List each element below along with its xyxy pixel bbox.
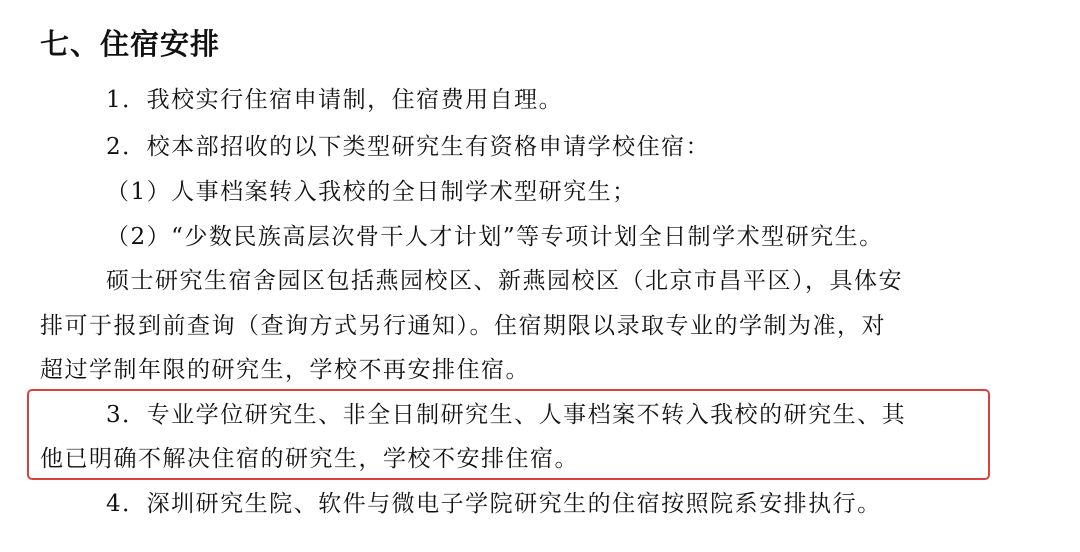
paragraph-line: 4．深圳研究生院、软件与微电子学院研究生的住宿按照院系安排执行。 — [106, 491, 882, 517]
highlighted-paragraph-line: 他已明确不解决住宿的研究生，学校不安排住宿。 — [40, 446, 579, 472]
paragraph-line: （2）“少数民族高层次骨干人才计划”等专项计划全日制学术型研究生。 — [106, 224, 884, 250]
paragraph-line: 硕士研究生宿舍园区包括燕园校区、新燕园校区（北京市昌平区），具体安 — [106, 268, 903, 294]
paragraph-line: 2．校本部招收的以下类型研究生有资格申请学校住宿： — [106, 134, 711, 160]
paragraph-line: （1）人事档案转入我校的全日制学术型研究生； — [106, 179, 637, 205]
highlighted-paragraph-line: 3．专业学位研究生、非全日制研究生、人事档案不转入我校的研究生、其 — [106, 402, 907, 428]
paragraph-line: 1．我校实行住宿申请制，住宿费用自理。 — [106, 87, 564, 113]
paragraph-line: 超过学制年限的研究生，学校不再安排住宿。 — [40, 357, 530, 383]
section-heading: 七、住宿安排 — [40, 27, 221, 61]
paragraph-line: 排可于报到前查询（查询方式另行通知）。住宿期限以录取专业的学制为准，对 — [40, 313, 886, 339]
